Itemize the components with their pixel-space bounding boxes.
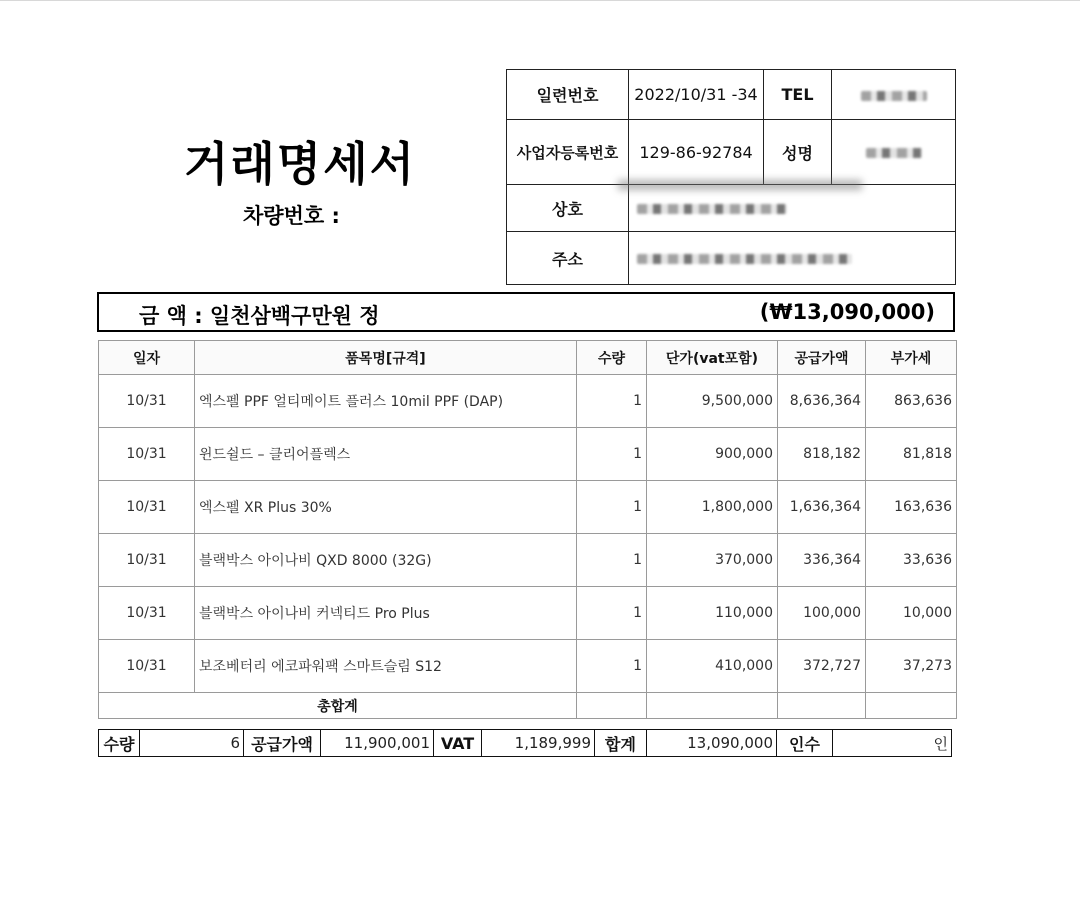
row-vat: 10,000 bbox=[866, 587, 957, 640]
amount-bar bbox=[97, 292, 955, 332]
serial-number-label: 일련번호 bbox=[507, 70, 629, 120]
tel-value-redacted bbox=[832, 70, 956, 120]
row-date: 10/31 bbox=[99, 534, 195, 587]
address-value-redacted bbox=[629, 232, 956, 285]
table-row bbox=[99, 375, 957, 428]
header-item: 품목명[규격] bbox=[195, 341, 577, 375]
top-border bbox=[0, 0, 1080, 1]
grand-total-label: 총합계 bbox=[99, 693, 577, 719]
row-qty: 1 bbox=[577, 587, 647, 640]
row-supply: 8,636,364 bbox=[778, 375, 866, 428]
supplier-info-table bbox=[506, 69, 956, 285]
row-vat: 33,636 bbox=[866, 534, 957, 587]
header-unit-price: 단가(vat포함) bbox=[647, 341, 778, 375]
row-supply: 336,364 bbox=[778, 534, 866, 587]
grand-total-qty bbox=[577, 693, 647, 719]
redaction-smear bbox=[618, 180, 862, 190]
summary-supply-value: 11,900,001 bbox=[321, 730, 434, 757]
table-row bbox=[99, 640, 957, 693]
header-supply: 공급가액 bbox=[778, 341, 866, 375]
row-unit-price: 900,000 bbox=[647, 428, 778, 481]
tel-label: TEL bbox=[764, 70, 832, 120]
grand-total-row bbox=[99, 693, 957, 719]
grand-total-supply bbox=[778, 693, 866, 719]
row-item: 윈드쉴드 – 클리어플렉스 bbox=[195, 428, 577, 481]
header-date: 일자 bbox=[99, 341, 195, 375]
company-value-redacted bbox=[629, 185, 956, 232]
row-unit-price: 9,500,000 bbox=[647, 375, 778, 428]
row-item: 엑스펠 XR Plus 30% bbox=[195, 481, 577, 534]
summary-vat-label: VAT bbox=[434, 730, 482, 757]
summary-qty-value: 6 bbox=[140, 730, 244, 757]
row-date: 10/31 bbox=[99, 375, 195, 428]
table-row bbox=[99, 534, 957, 587]
row-supply: 1,636,364 bbox=[778, 481, 866, 534]
row-unit-price: 410,000 bbox=[647, 640, 778, 693]
row-vat: 163,636 bbox=[866, 481, 957, 534]
row-date: 10/31 bbox=[99, 481, 195, 534]
items-table bbox=[98, 340, 957, 719]
items-header-row bbox=[99, 341, 957, 375]
vehicle-number-label: 차량번호 : bbox=[243, 204, 340, 228]
address-label: 주소 bbox=[507, 232, 629, 285]
row-date: 10/31 bbox=[99, 587, 195, 640]
amount-text: 금 액 : 일천삼백구만원 정 bbox=[139, 304, 380, 328]
summary-sum-label: 합계 bbox=[595, 730, 647, 757]
serial-number-value: 2022/10/31 -34 bbox=[629, 70, 764, 120]
name-value-redacted bbox=[832, 120, 956, 185]
header-vat: 부가세 bbox=[866, 341, 957, 375]
table-row bbox=[99, 587, 957, 640]
summary-supply-label: 공급가액 bbox=[244, 730, 321, 757]
table-row bbox=[99, 481, 957, 534]
row-item: 블랙박스 아이나비 QXD 8000 (32G) bbox=[195, 534, 577, 587]
header-qty: 수량 bbox=[577, 341, 647, 375]
summary-qty-label: 수량 bbox=[99, 730, 140, 757]
row-supply: 818,182 bbox=[778, 428, 866, 481]
row-qty: 1 bbox=[577, 375, 647, 428]
row-date: 10/31 bbox=[99, 640, 195, 693]
row-qty: 1 bbox=[577, 534, 647, 587]
row-unit-price: 110,000 bbox=[647, 587, 778, 640]
summary-sum-value: 13,090,000 bbox=[647, 730, 777, 757]
document-title: 거래명세서 bbox=[183, 137, 417, 191]
summary-receipt-label: 인수 bbox=[777, 730, 833, 757]
business-number-value: 129-86-92784 bbox=[629, 120, 764, 185]
row-vat: 863,636 bbox=[866, 375, 957, 428]
row-unit-price: 1,800,000 bbox=[647, 481, 778, 534]
row-qty: 1 bbox=[577, 640, 647, 693]
amount-numeric: (₩13,090,000) bbox=[759, 300, 935, 324]
summary-receipt-value: 인 bbox=[833, 730, 952, 757]
row-supply: 100,000 bbox=[778, 587, 866, 640]
row-vat: 81,818 bbox=[866, 428, 957, 481]
business-number-label: 사업자등록번호 bbox=[507, 120, 629, 185]
row-item: 엑스펠 PPF 얼티메이트 플러스 10mil PPF (DAP) bbox=[195, 375, 577, 428]
row-unit-price: 370,000 bbox=[647, 534, 778, 587]
table-row bbox=[99, 428, 957, 481]
summary-table bbox=[98, 729, 952, 757]
row-item: 보조베터리 에코파워팩 스마트슬림 S12 bbox=[195, 640, 577, 693]
row-date: 10/31 bbox=[99, 428, 195, 481]
row-qty: 1 bbox=[577, 481, 647, 534]
grand-total-vat bbox=[866, 693, 957, 719]
summary-vat-value: 1,189,999 bbox=[482, 730, 595, 757]
company-label: 상호 bbox=[507, 185, 629, 232]
row-supply: 372,727 bbox=[778, 640, 866, 693]
row-qty: 1 bbox=[577, 428, 647, 481]
name-label: 성명 bbox=[764, 120, 832, 185]
row-item: 블랙박스 아이나비 커넥티드 Pro Plus bbox=[195, 587, 577, 640]
grand-total-unit-price bbox=[647, 693, 778, 719]
row-vat: 37,273 bbox=[866, 640, 957, 693]
